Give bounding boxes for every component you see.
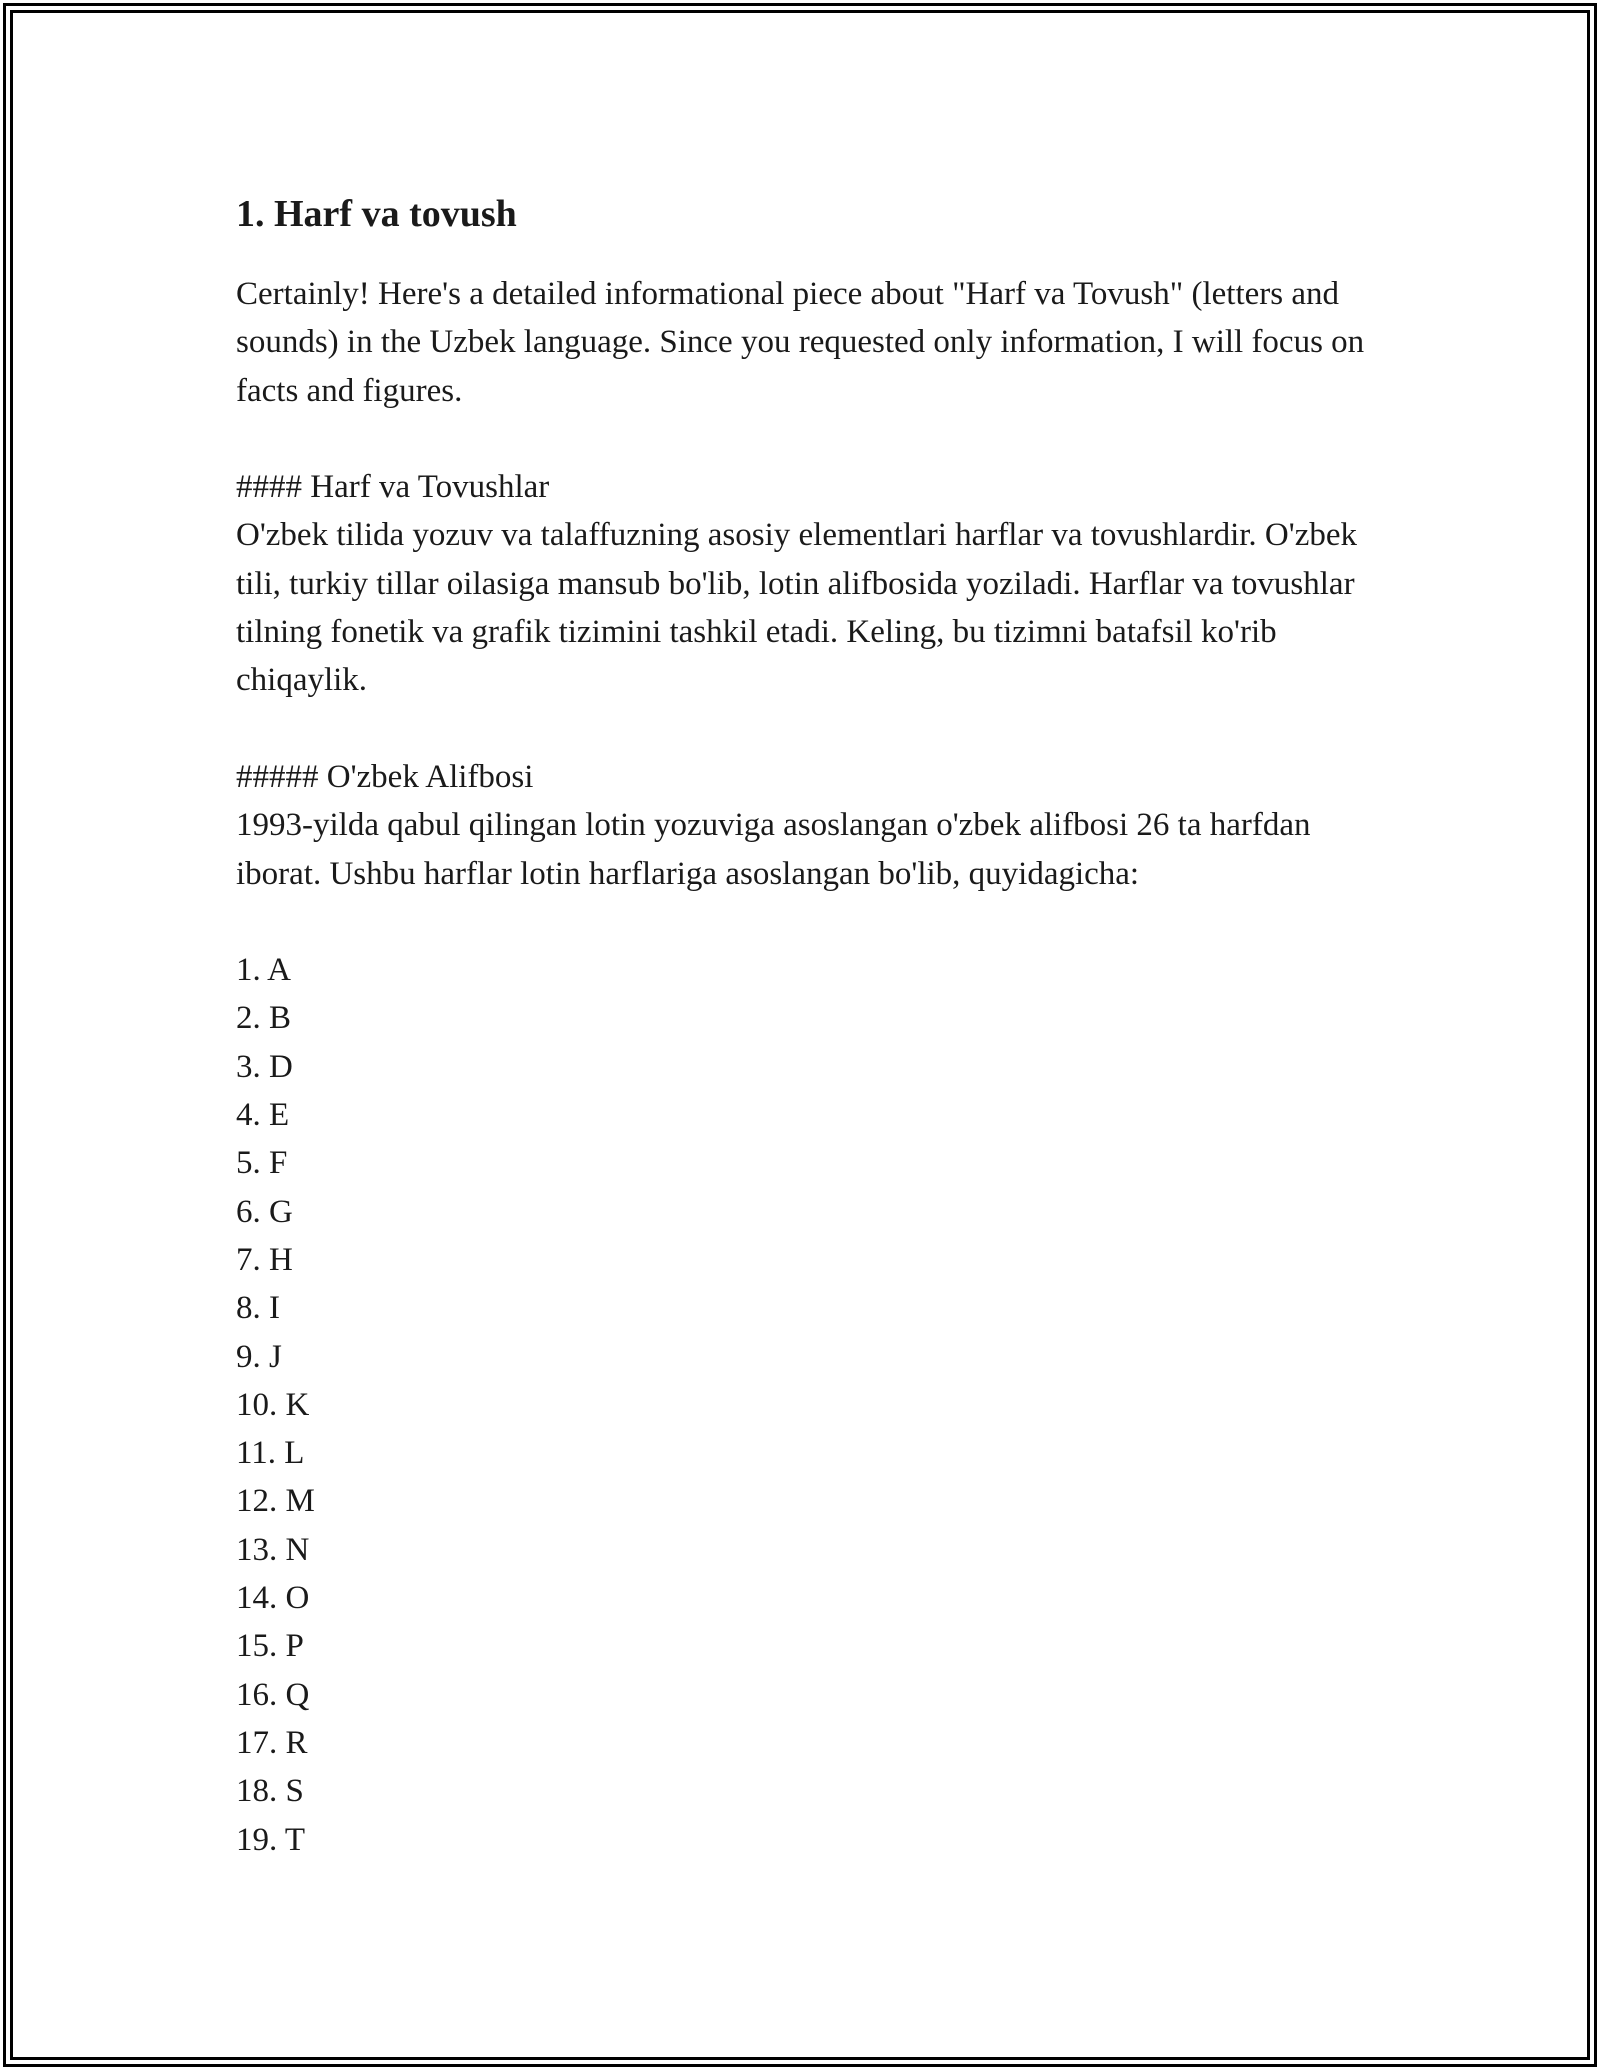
list-item: 7. H bbox=[236, 1241, 293, 1278]
list-item: 6. G bbox=[236, 1193, 293, 1230]
list-item: 15. P bbox=[236, 1628, 304, 1665]
list-item: 12. M bbox=[236, 1483, 315, 1520]
list-item: 17. R bbox=[236, 1724, 308, 1761]
section-heading-ozbek-alifbosi: ##### O'zbek Alifbosi bbox=[236, 758, 534, 795]
list-item: 3. D bbox=[236, 1048, 293, 1085]
list-item: 4. E bbox=[236, 1097, 290, 1134]
list-item: 13. N bbox=[236, 1531, 310, 1568]
document-body bbox=[236, 186, 1386, 1864]
section-heading-harf-va-tovushlar: #### Harf va Tovushlar bbox=[236, 469, 550, 506]
letter-list bbox=[236, 946, 1386, 1864]
section-body-harf-va-tovushlar: O'zbek tilida yozuv va talaffuzning asosiy elementlari harflar va tovushlardir. O'zbek tili, turkiy tillar oilasiga mansub bo'lib, lotin alifbosida yoziladi. Harflar va tovushlar tilning fonetik va grafik tizimini tashkil etadi. Keling, bu tizimni batafsil ko'rib chiqaylik. bbox=[236, 517, 1357, 699]
list-item: 10. K bbox=[236, 1386, 310, 1423]
document-title: 1. Harf va tovush bbox=[236, 193, 517, 235]
list-item: 9. J bbox=[236, 1338, 282, 1375]
list-item: 19. T bbox=[236, 1821, 306, 1858]
list-item: 11. L bbox=[236, 1435, 305, 1472]
intro-paragraph: Certainly! Here's a detailed informational piece about "Harf va Tovush" (letters and sounds) in the Uzbek language. Since you requested only information, I will focus on facts and figures. bbox=[236, 276, 1365, 409]
list-item: 5. F bbox=[236, 1145, 288, 1182]
list-item: 14. O bbox=[236, 1580, 310, 1617]
list-item: 18. S bbox=[236, 1773, 304, 1810]
list-item: 8. I bbox=[236, 1290, 280, 1327]
list-item: 1. A bbox=[236, 952, 292, 989]
section-body-ozbek-alifbosi: 1993-yilda qabul qilingan lotin yozuviga asoslangan o'zbek alifbosi 26 ta harfdan iborat. Ushbu harflar lotin harflariga asoslangan bo'lib, quyidagicha: bbox=[236, 807, 1311, 892]
list-item: 2. B bbox=[236, 1000, 292, 1037]
list-item: 16. Q bbox=[236, 1676, 310, 1713]
